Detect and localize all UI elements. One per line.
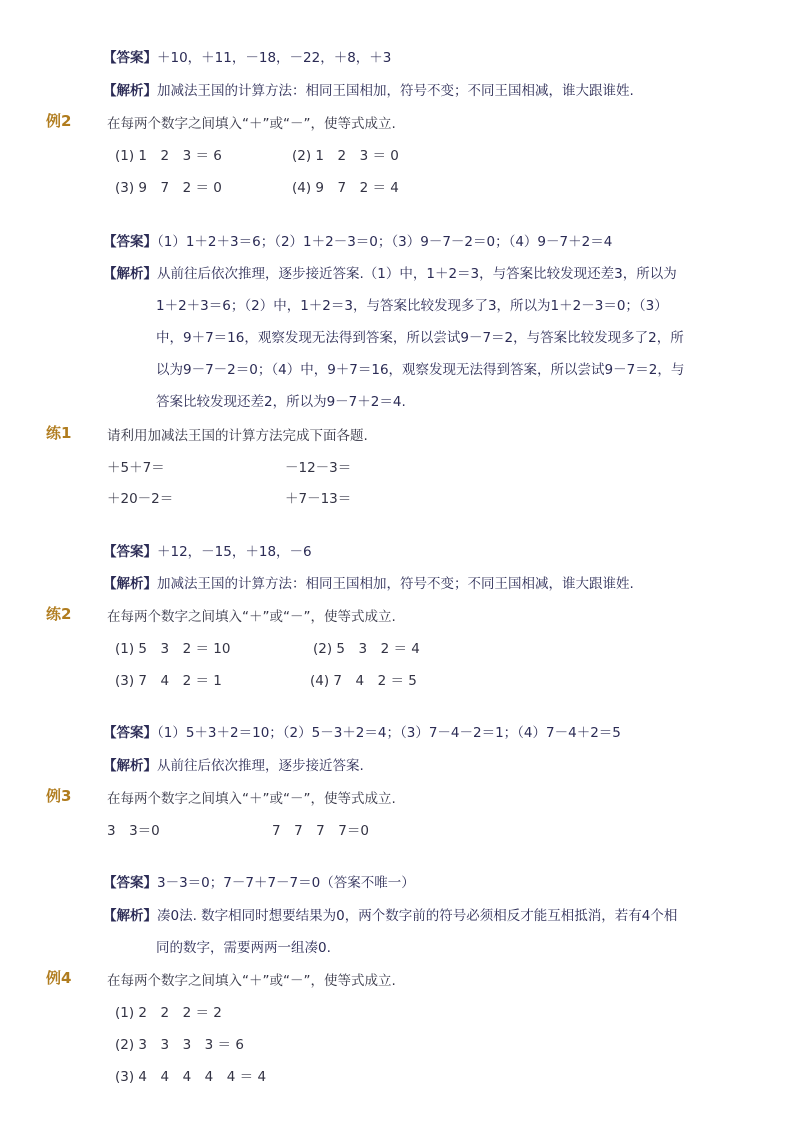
- practice-2-prompt: 在每两个数字之间填入“＋”或“－”，使等式成立.: [107, 609, 396, 625]
- analysis-line: 同的数字，需要两两一组凑0.: [156, 940, 331, 956]
- answer-block-1: [103, 46, 391, 66]
- analysis-line: 中，9＋7＝16，观察发现无法得到答案，所以尝试9－7＝2，与答案比较发现多了2，所: [156, 330, 684, 346]
- example-3-item: 7 7 7 7＝0: [272, 823, 369, 839]
- example-4-item: (2) 3 3 3 3 ＝ 6: [115, 1037, 244, 1053]
- answer-text: （1）5＋3＋2＝10；（2）5－3＋2＝4；（3）7－4－2＝1；（4）7－4＋2＝5: [157, 725, 621, 741]
- answer-tag: 【答案】: [103, 50, 157, 66]
- example-4-item: (3) 4 4 4 4 4 ＝ 4: [115, 1069, 267, 1085]
- answer-block-3: [103, 540, 312, 560]
- analysis-tag: 【解析】: [103, 908, 157, 924]
- analysis-tag: 【解析】: [103, 758, 157, 774]
- analysis-line: 凑0法. 数字相同时想要结果为0，两个数字前的符号必须相反才能互相抵消，若有4个相: [157, 908, 678, 924]
- example-2-item: (1) 1 2 3 ＝ 6: [115, 148, 222, 164]
- analysis-line: 1＋2＋3＝6；（2）中，1＋2＝3，与答案比较发现多了3，所以为1＋2－3＝0；（3）: [156, 298, 668, 314]
- analysis-tag: 【解析】: [103, 266, 157, 282]
- analysis-line: 答案比较发现还差2，所以为9－7＋2＝4.: [156, 394, 406, 410]
- analysis-line: 以为9－7－2＝0；（4）中，9＋7＝16，观察发现无法得到答案，所以尝试9－7＝2，与: [156, 362, 685, 378]
- example-2-prompt: 在每两个数字之间填入“＋”或“－”，使等式成立.: [107, 116, 396, 132]
- analysis-block-5: [103, 904, 677, 924]
- practice-2-item: (4) 7 4 2 ＝ 5: [310, 673, 417, 689]
- analysis-tag: 【解析】: [103, 83, 157, 99]
- example-3-item: 3 3＝0: [107, 823, 160, 839]
- answer-text: （1）1＋2＋3＝6；（2）1＋2－3＝0；（3）9－7－2＝0；（4）9－7＋2＝4: [157, 234, 613, 250]
- analysis-tag: 【解析】: [103, 576, 157, 592]
- example-2-item: (2) 1 2 3 ＝ 0: [292, 148, 399, 164]
- example-3-label: 例3: [46, 787, 72, 805]
- answer-tag: 【答案】: [103, 234, 157, 250]
- analysis-text: 从前往后依次推理，逐步接近答案.: [157, 758, 364, 774]
- practice-2-item: (1) 5 3 2 ＝ 10: [115, 641, 231, 657]
- answer-block-4: [103, 721, 621, 741]
- practice-1-item: ＋5＋7＝: [107, 460, 165, 476]
- answer-tag: 【答案】: [103, 725, 157, 741]
- answer-text: ＋10，＋11，－18，－22，＋8，＋3: [157, 50, 392, 66]
- example-2-label: 例2: [46, 112, 72, 130]
- example-2-item: (4) 9 7 2 ＝ 4: [292, 180, 399, 196]
- answer-block-2: [103, 230, 612, 250]
- practice-1-prompt: 请利用加减法王国的计算方法完成下面各题.: [107, 428, 368, 444]
- practice-1-item: －12－3＝: [285, 460, 352, 476]
- answer-block-5: [103, 871, 415, 891]
- example-4-item: (1) 2 2 2 ＝ 2: [115, 1005, 222, 1021]
- analysis-text: 加减法王国的计算方法：相同王国相加，符号不变；不同王国相减，谁大跟谁姓.: [157, 576, 634, 592]
- analysis-text: 加减法王国的计算方法：相同王国相加，符号不变；不同王国相减，谁大跟谁姓.: [157, 83, 634, 99]
- example-4-prompt: 在每两个数字之间填入“＋”或“－”，使等式成立.: [107, 973, 396, 989]
- practice-2-item: (2) 5 3 2 ＝ 4: [313, 641, 420, 657]
- analysis-block-4: [103, 754, 364, 774]
- practice-1-item: ＋7－13＝: [285, 491, 352, 507]
- analysis-line: 从前往后依次推理，逐步接近答案.（1）中，1＋2＝3，与答案比较发现还差3，所以为: [157, 266, 677, 282]
- analysis-block-2: [103, 262, 677, 282]
- example-2-item: (3) 9 7 2 ＝ 0: [115, 180, 222, 196]
- practice-2-label: 练2: [46, 605, 72, 623]
- analysis-block-1: [103, 79, 634, 99]
- practice-2-item: (3) 7 4 2 ＝ 1: [115, 673, 222, 689]
- analysis-block-3: [103, 572, 634, 592]
- example-3-prompt: 在每两个数字之间填入“＋”或“－”，使等式成立.: [107, 791, 396, 807]
- answer-text: 3－3＝0；7－7＋7－7＝0（答案不唯一）: [157, 875, 415, 891]
- practice-1-item: ＋20－2＝: [107, 491, 174, 507]
- answer-tag: 【答案】: [103, 544, 157, 560]
- answer-text: ＋12，－15，＋18，－6: [157, 544, 312, 560]
- answer-tag: 【答案】: [103, 875, 157, 891]
- practice-1-label: 练1: [46, 424, 72, 442]
- example-4-label: 例4: [46, 969, 72, 987]
